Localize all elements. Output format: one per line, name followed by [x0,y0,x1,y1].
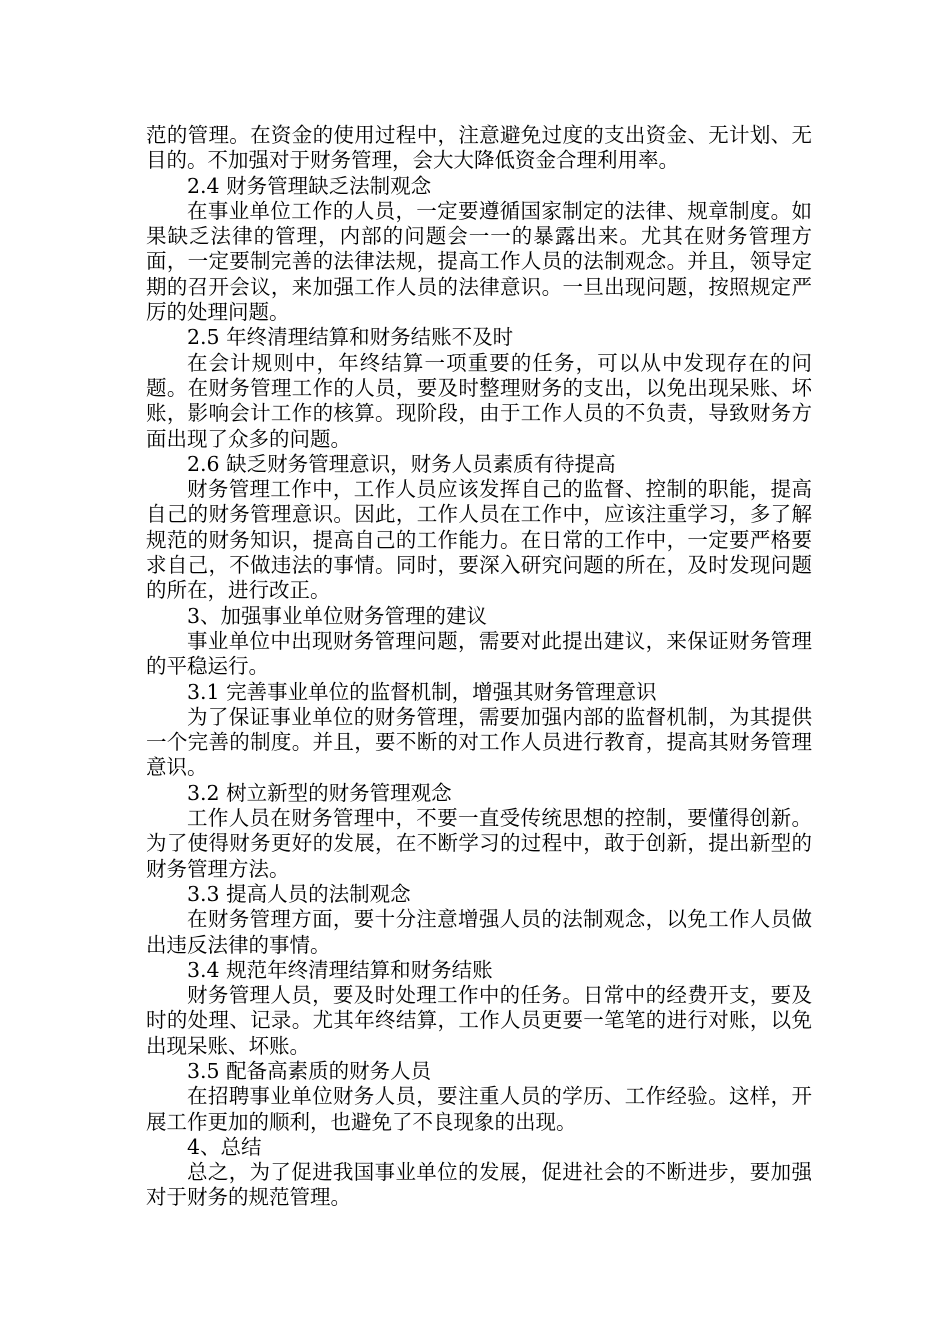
section-heading: 3.3 提高人员的法制观念 [187,881,411,906]
section-heading: 2.6 缺乏财务管理意识，财务人员素质有待提高 [187,451,616,476]
paragraph: 为了保证事业单位的财务管理，需要加强内部的监督机制，为其提供一个完善的制度。并且，要不断的对工作人员进行教育，提高其财务管理意识。 [146,704,812,780]
paragraph: 工作人员在财务管理中，不要一直受传统思想的控制，要懂得创新。为了使得财务更好的发展，在不断学习的过程中，敢于创新，提出新型的财务管理方法。 [146,806,812,881]
paragraph: 在财务管理方面，要十分注意增强人员的法制观念，以免工作人员做出违反法律的事情。 [146,907,812,957]
paragraph: 范的管理。在资金的使用过程中，注意避免过度的支出资金、无计划、无目的。不加强对于财务管理，会大大降低资金合理利用率。 [146,123,812,173]
paragraph: 事业单位中出现财务管理问题，需要对此提出建议，来保证财务管理的平稳运行。 [146,628,812,679]
paragraph: 在会计规则中，年终结算一项重要的任务，可以从中发现存在的问题。在财务管理工作的人员，要及时整理财务的支出，以免出现呆账、坏账，影响会计工作的核算。现阶段，由于工作人员的不负责，导致财务方面出现了众多的问题。 [146,350,812,451]
paragraph: 总之，为了促进我国事业单位的发展，促进社会的不断进步，要加强对于财务的规范管理。 [146,1160,812,1210]
paragraph: 在事业单位工作的人员，一定要遵循国家制定的法律、规章制度。如果缺乏法律的管理，内部的问题会一一的暴露出来。尤其在财务管理方面，一定要制完善的法律法规，提高工作人员的法制观念。并且，领导定期的召开会议，来加强工作人员的法律意识。一旦出现问题，按照规定严厉的处理问题。 [146,198,812,325]
section-heading: 3.5 配备高素质的财务人员 [187,1058,432,1083]
section-heading: 3.2 树立新型的财务管理观念 [187,780,452,805]
paragraph: 财务管理人员，要及时处理工作中的任务。日常中的经费开支，要及时的处理、记录。尤其年终结算，工作人员更要一笔笔的进行对账，以免出现呆账、坏账。 [146,983,812,1058]
section-heading: 4、总结 [187,1134,262,1159]
section-heading: 2.4 财务管理缺乏法制观念 [187,173,432,198]
section-heading: 3.4 规范年终清理结算和财务结账 [187,957,493,982]
paragraph: 在招聘事业单位财务人员，要注重人员的学历、工作经验。这样，开展工作更加的顺利，也避免了不良现象的出现。 [146,1084,812,1134]
paragraph: 财务管理工作中，工作人员应该发挥自己的监督、控制的职能，提高自己的财务管理意识。因此，工作人员在工作中，应该注重学习，多了解规范的财务知识，提高自己的工作能力。在日常的工作中，一定要严格要求自己，不做违法的事情。同时，要深入研究问题的所在，及时发现问题的所在，进行改正。 [146,477,812,603]
section-heading: 3、加强事业单位财务管理的建议 [187,603,488,628]
document-page [146,123,812,1211]
section-heading: 3.1 完善事业单位的监督机制，增强其财务管理意识 [187,679,657,704]
section-heading: 2.5 年终清理结算和财务结账不及时 [187,325,514,350]
